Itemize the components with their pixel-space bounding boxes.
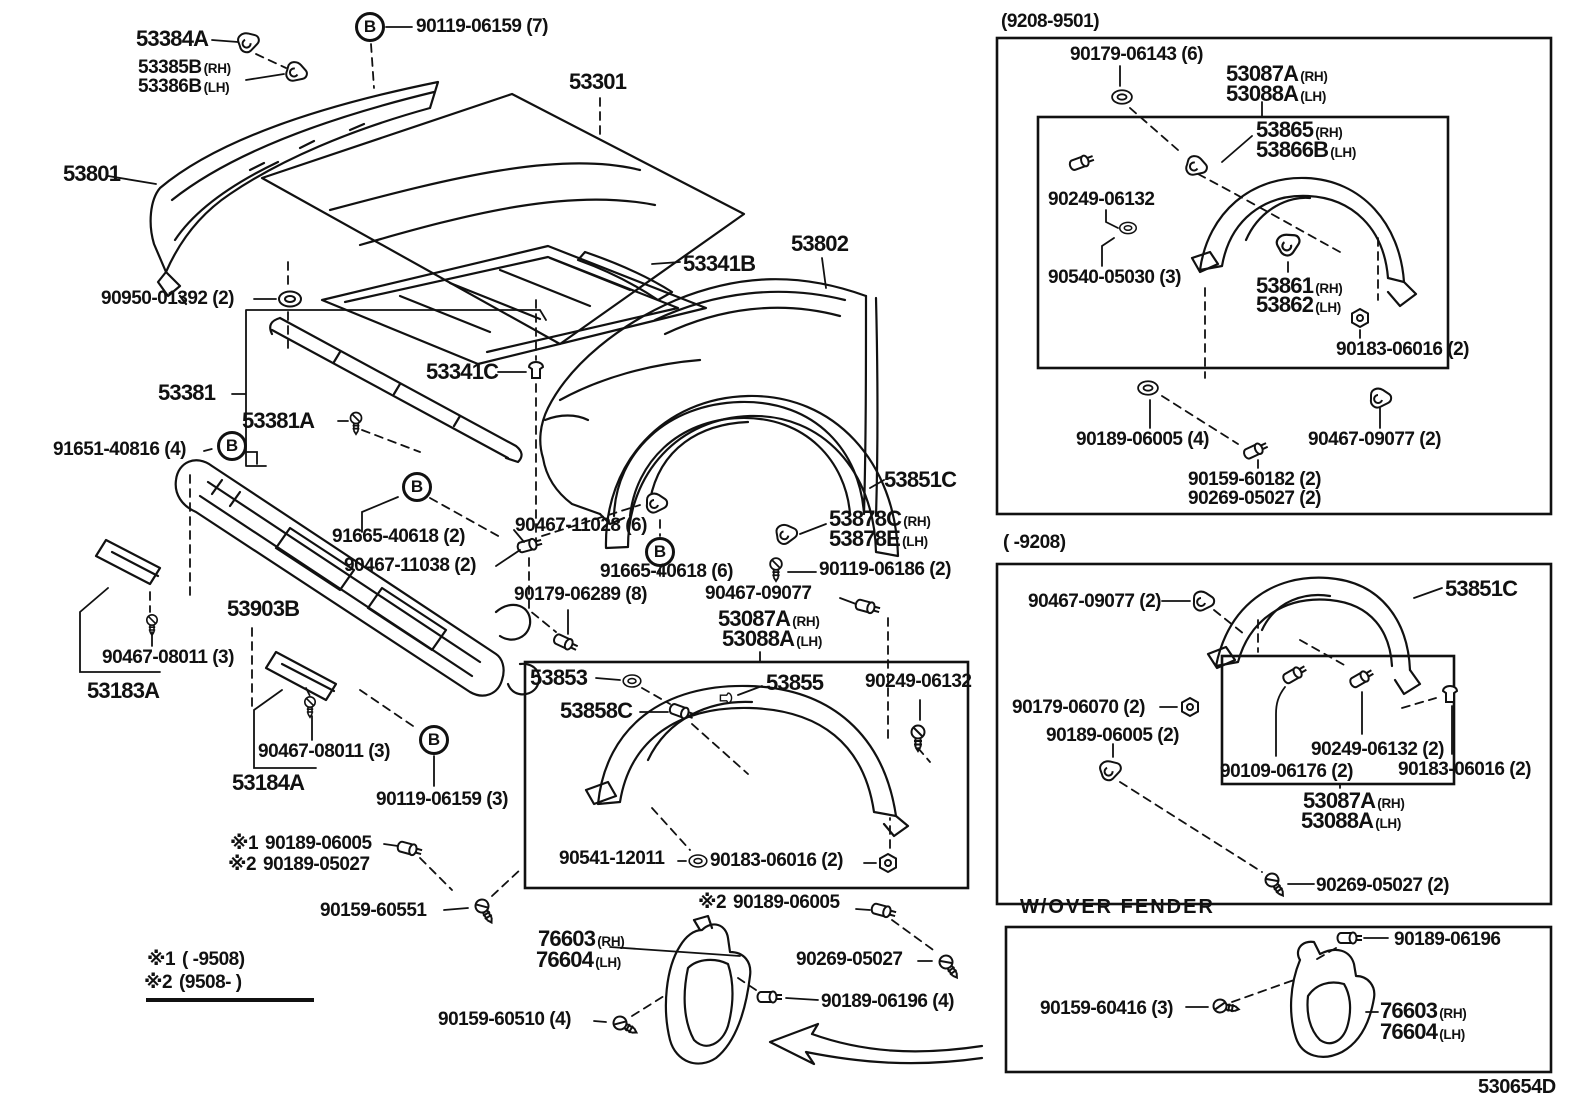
part-label-53851c-box2: 53851C: [1445, 576, 1518, 601]
footnote-ref: ※1: [230, 833, 259, 854]
part-label-53183a: 53183A: [87, 678, 160, 703]
part-number: 53087A: [1303, 788, 1376, 813]
part-number: 90189-06005: [265, 833, 372, 854]
footnote-underline: [146, 998, 314, 1002]
bumper-pad-53183a: [96, 540, 160, 584]
part-label-90189-06196-4: 90189-06196 (4): [821, 991, 954, 1012]
part-number: 53865: [1256, 117, 1314, 142]
part-label-90249-06132-box1: 90249-06132: [1048, 189, 1155, 210]
fastener-ref-b-marker: B: [402, 472, 432, 502]
part-number: 53385B: [138, 57, 202, 78]
part-label-91651-40816: 91651-40816 (4): [53, 439, 186, 460]
part-label-90159-60416: 90159-60416 (3): [1040, 998, 1173, 1019]
part-label-53802: 53802: [791, 231, 849, 256]
part-label-90269-05027-main: 90269-05027: [796, 949, 903, 970]
part-number: 53386B: [138, 76, 202, 97]
side-suffix: (RH): [1300, 69, 1328, 84]
side-suffix: (RH): [203, 61, 231, 76]
part-label-91665-40618-6: 91665-40618 (6): [600, 561, 733, 582]
part-label-53801: 53801: [63, 161, 121, 186]
box2-arch-molding: [1208, 578, 1420, 694]
side-suffix: (LH): [1315, 300, 1341, 315]
part-number: 53878C: [829, 506, 902, 531]
part-label-53878e: [829, 528, 928, 550]
side-suffix: (LH): [595, 955, 621, 970]
part-label-90950-01392: 90950-01392 (2): [101, 288, 234, 309]
part-label-90269-05027-box1: 90269-05027 (2): [1188, 488, 1321, 509]
side-suffix: (RH): [597, 934, 625, 949]
part-label-90119-06186: 90119-06186 (2): [819, 559, 951, 580]
grommet-icon: [1138, 381, 1158, 395]
part-label-90159-60182: 90159-60182 (2): [1188, 469, 1321, 490]
bracket-icon: [1185, 155, 1209, 179]
part-label-90189-05027-note2: [228, 855, 370, 874]
side-suffix: (RH): [1315, 125, 1343, 140]
side-suffix: (LH): [1330, 145, 1357, 160]
part-label-53088a-main: [722, 628, 822, 650]
part-label-90467-09077-box1: 90467-09077 (2): [1308, 429, 1441, 450]
radiator-support-brace: [270, 318, 521, 462]
bolt-icon: [668, 703, 695, 722]
clip-icon: [1371, 389, 1391, 408]
part-label-90109-06176: 90109-06176 (2): [1220, 761, 1353, 782]
side-suffix: (RH): [903, 514, 931, 529]
fastener-ref-b-marker: B: [419, 725, 449, 755]
bolt-icon: [552, 633, 579, 653]
bolt-icon: [758, 992, 783, 1003]
clip-icon: [775, 523, 798, 545]
mudguard-main: [666, 916, 750, 1064]
part-label-53858c: 53858C: [560, 698, 633, 723]
fastener-ref-b-marker: B: [645, 537, 675, 567]
grommet-icon: [623, 675, 641, 687]
part-label-53088a-box2: [1301, 810, 1401, 832]
part-label-53184a: 53184A: [232, 770, 305, 795]
footnote-1: [147, 950, 245, 969]
side-suffix: (RH): [792, 614, 820, 629]
side-suffix: (LH): [1300, 89, 1327, 104]
nut-icon: [1182, 698, 1198, 716]
nut-icon: [880, 854, 896, 872]
bracket-icon: [1274, 229, 1304, 258]
side-suffix: (LH): [203, 80, 230, 95]
wheel-arch-molding-detail: [586, 686, 908, 836]
bumper-pad-53184a: [266, 652, 336, 700]
part-label-53381: 53381: [158, 380, 216, 405]
part-number: 53088A: [722, 626, 795, 651]
footnote-ref: ※2: [228, 854, 257, 875]
part-number: 53088A: [1226, 81, 1299, 106]
side-suffix: (LH): [1375, 816, 1402, 831]
part-label-53381a: 53381A: [242, 408, 315, 433]
side-suffix: (RH): [1377, 796, 1405, 811]
grommet-icon: [1120, 222, 1137, 233]
grommet-icon: [279, 292, 301, 307]
fastener-ref-b-marker: B: [217, 431, 247, 461]
windshield-glass-panel: [322, 246, 706, 364]
screw-icon: [611, 1014, 640, 1038]
bolt-icon: [1348, 667, 1375, 689]
side-suffix: (RH): [1315, 281, 1343, 296]
footnote-range: ( -9508): [182, 949, 245, 970]
part-number: 53866B: [1256, 137, 1329, 162]
bolt-icon: [1338, 933, 1363, 944]
footnote-ref: ※2: [698, 892, 727, 913]
bolt-icon: [855, 598, 882, 615]
part-label-53088a-box1: [1226, 83, 1326, 105]
clip-icon: [1098, 757, 1124, 782]
part-label-53866b: [1256, 139, 1356, 161]
bracket-icon: [285, 61, 309, 85]
part-number: 53088A: [1301, 808, 1374, 833]
part-label-90183-06016-main: 90183-06016 (2): [710, 850, 843, 871]
part-label-91665-40618-2: 91665-40618 (2): [332, 526, 465, 547]
box3-mudguard: [1291, 942, 1374, 1057]
part-label-90179-06143: 90179-06143 (6): [1070, 44, 1203, 65]
part-label-90467-09077-box2: 90467-09077 (2): [1028, 591, 1161, 612]
part-label-53301: 53301: [569, 69, 627, 94]
part-label-53341b: 53341B: [683, 251, 756, 276]
part-label-90467-09077-main: 90467-09077: [705, 583, 812, 604]
part-label-90189-06005-note2b: [698, 893, 840, 912]
part-number: 53861: [1256, 273, 1314, 298]
part-label-90249-06132-box2: 90249-06132 (2): [1311, 739, 1444, 760]
part-label-90189-06005-note1: [230, 834, 372, 853]
direction-arrow: [770, 1024, 982, 1064]
footnote-range: (9508- ): [179, 972, 242, 993]
part-label-53386b: [138, 77, 229, 96]
part-label-53855: 53855: [766, 670, 824, 695]
footnote-2: [144, 973, 242, 992]
part-label-90183-06016-box1: 90183-06016 (2): [1336, 339, 1469, 360]
screw-icon: [770, 558, 782, 581]
pin-icon: [1443, 686, 1457, 702]
side-suffix: (LH): [902, 534, 928, 549]
part-label-90269-05027-box2: 90269-05027 (2): [1316, 875, 1449, 896]
screw-icon: [305, 697, 315, 717]
part-number: 76603: [538, 926, 596, 951]
part-label-90189-06196-box3: 90189-06196: [1394, 929, 1501, 950]
box1-header: (9208-9501): [1001, 11, 1100, 32]
part-label-90467-11028: 90467-11028 (6): [515, 515, 647, 536]
part-number: 53862: [1256, 292, 1314, 317]
part-label-90467-08011-b: 90467-08011 (3): [258, 741, 390, 762]
part-number: 53087A: [718, 606, 791, 631]
pin-icon: [720, 693, 731, 703]
part-label-90119-06159-3: 90119-06159 (3): [376, 789, 508, 810]
bolt-icon: [397, 840, 424, 857]
box2-header: ( -9208): [1003, 532, 1066, 553]
part-number: 53087A: [1226, 61, 1299, 86]
part-label-53341c: 53341C: [426, 359, 499, 384]
diagram-code: 530654D: [1478, 1076, 1556, 1098]
part-label-90249-06132-main: 90249-06132: [865, 671, 972, 692]
part-label-53903b: 53903B: [227, 596, 300, 621]
screw-icon: [350, 412, 361, 434]
part-label-90183-06016-box2: 90183-06016 (2): [1398, 759, 1531, 780]
side-suffix: (RH): [1439, 1006, 1467, 1021]
part-number: 76603: [1380, 998, 1438, 1023]
footnote-ref: ※2: [144, 972, 173, 993]
pin-icon: [529, 362, 543, 378]
part-label-53385b: [138, 58, 231, 77]
part-label-90159-60551: 90159-60551: [320, 900, 427, 921]
part-label-90189-06005-box1: 90189-06005 (4): [1076, 429, 1209, 450]
part-number: 76604: [536, 947, 594, 972]
screw-icon: [937, 953, 962, 981]
screw-icon: [1263, 871, 1288, 899]
part-label-90541-12011: 90541-12011: [559, 848, 665, 869]
part-label-90179-06289: 90179-06289 (8): [514, 584, 647, 605]
part-label-90467-08011-a: 90467-08011 (3): [102, 647, 234, 668]
bolt-icon: [871, 902, 898, 919]
part-label-53853: 53853: [530, 665, 588, 690]
part-label-76604-main: [536, 949, 621, 971]
grommet-icon: [1112, 90, 1132, 104]
grommet-icon: [689, 855, 707, 867]
clip-icon: [647, 494, 667, 513]
bolt-icon: [1068, 153, 1095, 172]
part-label-53862: [1256, 294, 1341, 316]
box3-header: W/OVER FENDER: [1020, 896, 1215, 918]
part-label-90179-06070: 90179-06070 (2): [1012, 697, 1145, 718]
part-label-90540-05030: 90540-05030 (3): [1048, 267, 1181, 288]
screw-icon: [473, 897, 497, 926]
part-label-90189-06005-box2: 90189-06005 (2): [1046, 725, 1179, 746]
part-label-90119-06159-7: 90119-06159 (7): [416, 16, 548, 37]
side-suffix: (LH): [796, 634, 823, 649]
footnote-ref: ※1: [147, 949, 176, 970]
side-suffix: (LH): [1439, 1027, 1465, 1042]
box-9208-9501-inner-frame: [1038, 117, 1448, 368]
clip-icon: [1194, 592, 1214, 611]
fastener-ref-b-marker: B: [355, 12, 385, 42]
part-label-76604-box3: [1380, 1021, 1465, 1043]
part-number: 90189-05027: [263, 854, 370, 875]
part-number: 53878E: [829, 526, 901, 551]
part-label-90159-60510: 90159-60510 (4): [438, 1009, 571, 1030]
part-number: 90189-06005: [733, 892, 840, 913]
part-label-90467-11038: 90467-11038 (2): [344, 555, 476, 576]
bolt-icon: [1242, 440, 1269, 460]
clip-icon: [236, 29, 262, 54]
nut-icon: [1352, 309, 1368, 327]
part-label-53851c-main: 53851C: [884, 467, 957, 492]
part-number: 76604: [1380, 1019, 1438, 1044]
bolt-icon: [1281, 663, 1308, 685]
part-label-53384a: 53384A: [136, 26, 209, 51]
